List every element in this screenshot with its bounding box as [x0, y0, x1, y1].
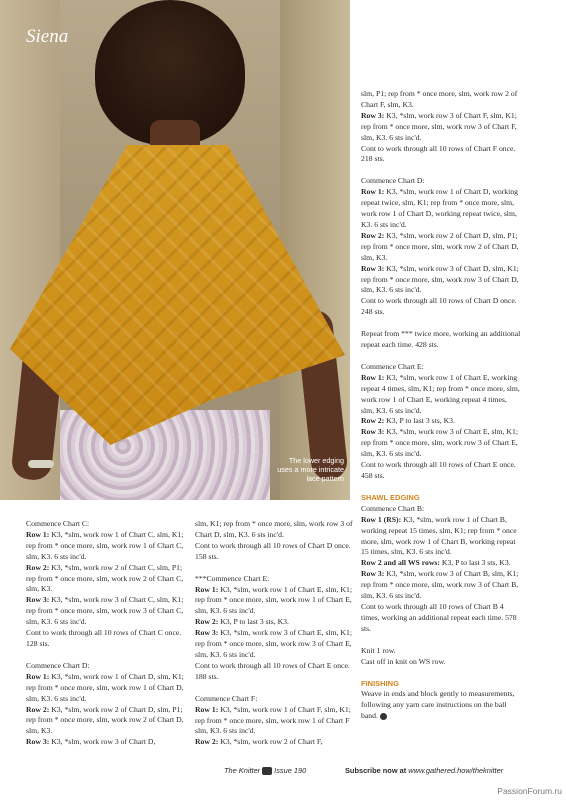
- instruction-paragraph: [361, 602, 521, 635]
- instruction-text: K3, *slm, work row 2 of Chart D, slm, P1; rep from * once more, slm, work row 2 of Chart D, slm, K3.: [26, 704, 184, 736]
- watermark: PassionForum.ru: [497, 786, 562, 796]
- instruction-paragraph: [195, 737, 355, 748]
- magazine-name: The Knitter: [224, 766, 261, 775]
- instruction-text: K3, P to last 3 sts, K3.: [384, 416, 455, 426]
- instruction-text: K3, P to last 3 sts, K3.: [218, 617, 289, 627]
- row-label: Row 2:: [26, 562, 50, 572]
- instruction-paragraph: [26, 737, 186, 748]
- instruction-text: Cont to work through all 10 rows of Chart D once. 248 sts.: [361, 296, 517, 317]
- section-heading: FINISHING: [361, 678, 399, 688]
- pattern-title: Siena: [26, 26, 69, 47]
- row-label: Row 1:: [361, 187, 385, 197]
- instruction-paragraph: [361, 373, 521, 417]
- instruction-paragraph: [195, 661, 355, 683]
- instruction-paragraph: [195, 628, 355, 661]
- instruction-paragraph: [26, 661, 186, 672]
- instruction-paragraph: [361, 264, 521, 297]
- row-label: Row 1:: [26, 671, 50, 681]
- instruction-text: Cont to work through all 10 rows of Chart E once. 458 sts.: [361, 460, 516, 480]
- instruction-text: Cont to work through all 10 rows of Chart D once. 158 sts.: [195, 540, 351, 561]
- instruction-text: Cont to work through all 10 rows of Chart B 4 times, working an additional repeat each time. 578 sts.: [361, 601, 517, 633]
- row-label: Row 3:: [195, 628, 219, 638]
- instruction-paragraph: [361, 144, 521, 166]
- row-label: Row 3:: [26, 595, 50, 605]
- row-label: Row 1:: [26, 529, 50, 539]
- paragraph-spacer: [361, 668, 521, 679]
- instruction-paragraph: [361, 89, 521, 111]
- instruction-text: K3, *slm, work row 1 of Chart E, slm, K1; rep from * once more, slm, work row 1 of Chart E, slm, K3. 6 sts inc'd.: [195, 584, 352, 616]
- instruction-paragraph: [195, 541, 355, 563]
- instruction-paragraph: [361, 176, 521, 187]
- instruction-paragraph: [26, 519, 186, 530]
- text-column-3: [361, 89, 521, 722]
- instruction-text: K3, *slm, work row 3 of Chart F, slm, K1; rep from * once more, slm, work row 3 of Chart F, slm, K3. 6 sts inc'd.: [361, 110, 517, 142]
- paragraph-spacer: [361, 165, 521, 176]
- instruction-text: Weave in ends and block gently to measurements, following any yarn care instructions on the ball band.: [361, 689, 515, 721]
- instruction-text: K3, *slm, work row 2 of Chart D, slm, P1; rep from * once more, slm, work row 2 of Chart D, slm, K3.: [361, 230, 519, 262]
- row-label: Row 3:: [361, 110, 385, 120]
- footer-magazine: [224, 766, 306, 775]
- row-label: Row 1:: [195, 584, 219, 594]
- instruction-paragraph: [195, 694, 355, 705]
- subscribe-text: Subscribe now at: [345, 766, 407, 775]
- instruction-text: Commence Chart C:: [26, 519, 90, 528]
- paragraph-spacer: [26, 650, 186, 661]
- row-label: Row 1 (RS):: [361, 514, 402, 524]
- paragraph-spacer: [361, 635, 521, 646]
- row-label: Row 3:: [26, 737, 50, 747]
- paragraph-spacer: [361, 318, 521, 329]
- photo-caption: The lower edging uses a more intricate lace pattern: [277, 456, 344, 483]
- instruction-text: slm, K1; rep from * once more, slm, work row 3 of Chart D, slm, K3. 6 sts inc'd.: [195, 519, 353, 539]
- instruction-text: K3, *slm, work row 2 of Chart F,: [218, 737, 323, 747]
- instruction-text: Cont to work through all 10 rows of Chart E once. 188 sts.: [195, 660, 350, 681]
- section-heading: SHAWL EDGING: [361, 492, 420, 502]
- instruction-paragraph: [361, 646, 521, 657]
- paragraph-spacer: [195, 563, 355, 574]
- page-number-badge-icon: [262, 767, 272, 775]
- row-label: Row 1:: [195, 704, 219, 714]
- subscribe-link[interactable]: www.gathered.how/theknitter: [408, 766, 504, 775]
- instruction-paragraph: [361, 569, 521, 602]
- instruction-paragraph: [361, 427, 521, 460]
- instruction-text: Commence Chart F:: [195, 693, 258, 703]
- instruction-text: K3, *slm, work row 1 of Chart D, slm, K1; rep from * once more, slm, work row 1 of Chart D, slm, K3. 6 sts inc'd.: [26, 671, 184, 703]
- instruction-text: K3, *slm, work row 1 of Chart E, working repeat 4 times, slm, K1; rep from * once more, slm, work row 1 of Chart E, working repeat 4 times, slm, K3. 6 sts inc'd.: [361, 372, 520, 415]
- footer-subscribe: [345, 766, 503, 775]
- instruction-text: slm, P1; rep from * once more, slm, work row 2 of Chart F, slm, K3.: [361, 89, 518, 109]
- instruction-paragraph: [195, 519, 355, 541]
- instruction-text: K3, *slm, work row 3 of Chart B, slm, K1; rep from * once more, slm, work row 3 of Chart B, slm, K3. 6 sts inc'd.: [361, 569, 519, 601]
- row-label: Row 2:: [26, 704, 50, 714]
- text-column-2: [195, 519, 355, 748]
- instruction-text: Knit 1 row.: [361, 645, 396, 655]
- instruction-paragraph: [361, 296, 521, 318]
- instruction-paragraph: [26, 628, 186, 650]
- instruction-paragraph: [361, 689, 521, 722]
- instruction-text: K3, *slm, work row 2 of Chart C, slm, P1; rep from * once more, slm, work row 2 of Chart C, slm, K3.: [26, 562, 184, 594]
- instruction-text: Repeat from *** twice more, working an additional repeat each time. 428 sts.: [361, 329, 521, 350]
- instruction-text: K3, *slm, work row 3 of Chart C, slm, K1; rep from * once more, slm, work row 3 of Chart C, slm, K3. 6 sts inc'd.: [26, 595, 184, 627]
- paragraph-spacer: [361, 482, 521, 493]
- instruction-text: K3, *slm, work row 3 of Chart D,: [49, 737, 156, 747]
- row-label: Row 2:: [195, 617, 219, 627]
- hero-photo: [0, 0, 350, 500]
- paragraph-spacer: [195, 683, 355, 694]
- row-label: Row 3:: [361, 569, 385, 579]
- instruction-text: Commence Chart D:: [361, 176, 425, 186]
- instruction-paragraph: [26, 563, 186, 596]
- instruction-text: Cont to work through all 10 rows of Chart C once. 128 sts.: [26, 628, 182, 648]
- instruction-paragraph: [361, 231, 521, 264]
- bracelet: [28, 460, 54, 468]
- row-label: Row 2 and all WS rows:: [361, 558, 440, 568]
- instruction-paragraph: [26, 530, 186, 563]
- instruction-text: K3, *slm, work row 3 of Chart E, slm, K1; rep from * once more, slm, work row 3 of Chart E, slm, K3. 6 sts inc'd.: [195, 628, 352, 659]
- instruction-text: K3, *slm, work row 3 of Chart E, slm, K1; rep from * once more, slm, work row 3 of Chart E, slm, K3. 6 sts inc'd.: [361, 427, 518, 459]
- instruction-text: K3, P to last 3 sts, K3.: [439, 558, 511, 568]
- row-label: Row 2:: [361, 230, 385, 240]
- instruction-text: K3, *slm, work row 1 of Chart C, slm, K1; rep from * once more, slm, work row 1 of Chart C, slm, K3. 6 sts inc'd.: [26, 529, 184, 561]
- issue-number: Issue 190: [274, 766, 307, 775]
- paragraph-spacer: [361, 351, 521, 362]
- instruction-paragraph: [361, 187, 521, 231]
- instruction-paragraph: [361, 558, 521, 569]
- instruction-paragraph: [361, 329, 521, 351]
- row-label: Row 2:: [195, 737, 219, 747]
- instruction-paragraph: [361, 504, 521, 515]
- instruction-paragraph: [361, 416, 521, 427]
- row-label: Row 1:: [361, 372, 385, 382]
- instruction-paragraph: [195, 705, 355, 738]
- instruction-text: Commence Chart B:: [361, 503, 425, 513]
- instruction-paragraph: [361, 362, 521, 373]
- instruction-paragraph: [195, 585, 355, 618]
- instruction-text: Cast off in knit on WS row.: [361, 656, 446, 666]
- instruction-paragraph: [361, 515, 521, 559]
- instruction-paragraph: [26, 705, 186, 738]
- instruction-text: K3, *slm, work row 1 of Chart B, working repeat 15 times, slm, K1; rep from * once more, slm, work row 1 of Chart B, working repeat 15 times, slm, K3. 6 sts inc'd.: [361, 514, 517, 557]
- instruction-text: Commence Chart D:: [26, 660, 90, 670]
- instruction-paragraph: [26, 595, 186, 628]
- instruction-text: ***Commence Chart E:: [195, 573, 270, 583]
- instruction-paragraph: [361, 460, 521, 482]
- row-label: Row 3:: [361, 263, 385, 273]
- row-label: Row 2:: [361, 416, 385, 426]
- instruction-paragraph: [195, 574, 355, 585]
- instruction-text: K3, *slm, work row 1 of Chart F, slm, K1; rep from * once more, slm, work row 1 of Chart F slm, K3. 6 sts inc'd.: [195, 704, 351, 736]
- instruction-paragraph: [26, 672, 186, 705]
- row-label: Row 3:: [361, 427, 385, 437]
- instruction-paragraph: [361, 657, 521, 668]
- instruction-paragraph: [361, 111, 521, 144]
- instruction-text: K3, *slm, work row 3 of Chart D, slm, K1; rep from * once more, slm, work row 3 of Chart D, slm, K3. 6 sts inc'd.: [361, 263, 519, 295]
- instruction-paragraph: [195, 617, 355, 628]
- instruction-text: K3, *slm, work row 1 of Chart D, working repeat twice, slm, K1; rep from * once more, slm, work row 1 of Chart D, working repeat twice, slm, K3. 6 sts inc'd.: [361, 187, 518, 229]
- instruction-text: Commence Chart E:: [361, 361, 424, 371]
- end-of-article-icon: [380, 713, 387, 720]
- text-column-1: [26, 519, 186, 748]
- instruction-text: Cont to work through all 10 rows of Chart F once. 218 sts.: [361, 143, 516, 164]
